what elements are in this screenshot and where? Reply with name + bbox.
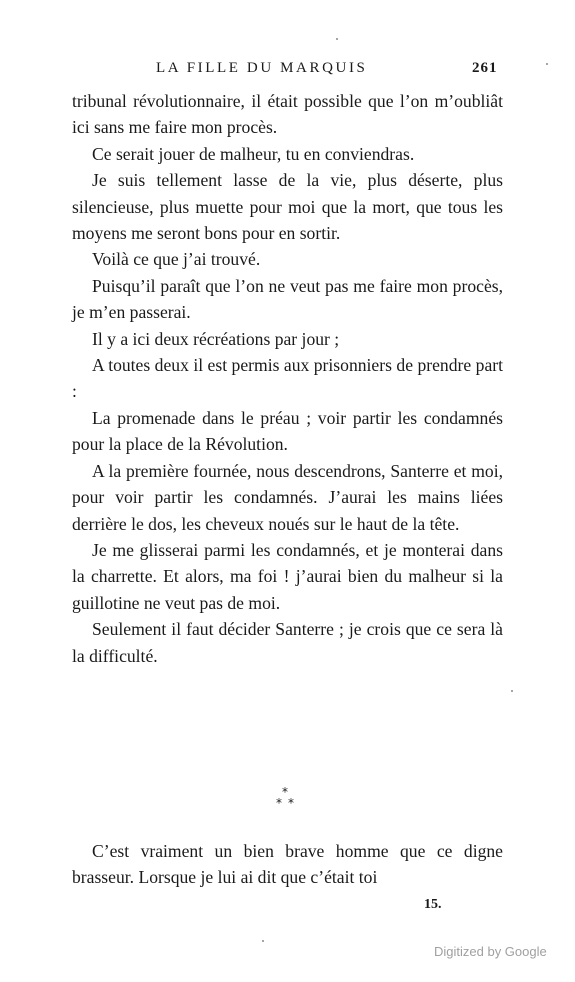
paragraph: A la première fournée, nous descendrons, Santerre et moi, pour voir partir les condamnés. J’aurai les mains liées derrière le dos, les cheveux noués sur le haut de la tête. [72, 460, 503, 534]
paragraph: C’est vraiment un bien brave homme que ce digne brasseur. Lorsque je lui ai dit que c’était toi [72, 841, 503, 888]
paper-speck [546, 63, 548, 65]
paragraph: tribunal révolutionnaire, il était possible que l’on m’oubliât ici sans me faire mon procès. [72, 91, 503, 138]
body-text [72, 88, 503, 669]
page-number: 261 [472, 60, 498, 76]
paragraph: Ce serait jouer de malheur, tu en conviendras. [92, 143, 415, 164]
paragraph: Je suis tellement lasse de la vie, plus déserte, plus silencieuse, plus muette pour moi que la mort, que tous les moyens me seront bons pour en sortir. [72, 170, 503, 244]
body-text-continued [72, 838, 503, 891]
running-title: LA FILLE DU MARQUIS [156, 60, 368, 76]
separator-star: * [288, 796, 294, 810]
paper-speck [336, 38, 338, 40]
paragraph: A toutes deux il est permis aux prisonniers de prendre part : [72, 355, 503, 402]
signature-mark: 15. [424, 897, 442, 912]
paragraph: Seulement il faut décider Santerre ; je crois que ce sera là la difficulté. [72, 619, 503, 666]
section-separator [0, 786, 575, 814]
running-head [0, 60, 575, 82]
paper-speck [262, 940, 264, 942]
digitization-watermark: Digitized by Google [434, 944, 547, 959]
paragraph: Voilà ce que j’ai trouvé. [92, 249, 261, 270]
paragraph: La promenade dans le préau ; voir partir les condamnés pour la place de la Révolution. [72, 407, 503, 455]
paragraph: Je me glisserai parmi les condamnés, et je monterai dans la charrette. Et alors, ma foi ! j’aurai bien du malheur si la guillotine ne veut pas de moi. [72, 539, 503, 613]
separator-star: * [282, 785, 288, 799]
paragraph: Puisqu’il paraît que l’on ne veut pas me faire mon procès, je m’en passerai. [72, 275, 503, 323]
paper-speck [511, 690, 513, 692]
paragraph: Il y a ici deux récréations par jour ; [92, 328, 340, 349]
separator-star: * [276, 796, 282, 810]
